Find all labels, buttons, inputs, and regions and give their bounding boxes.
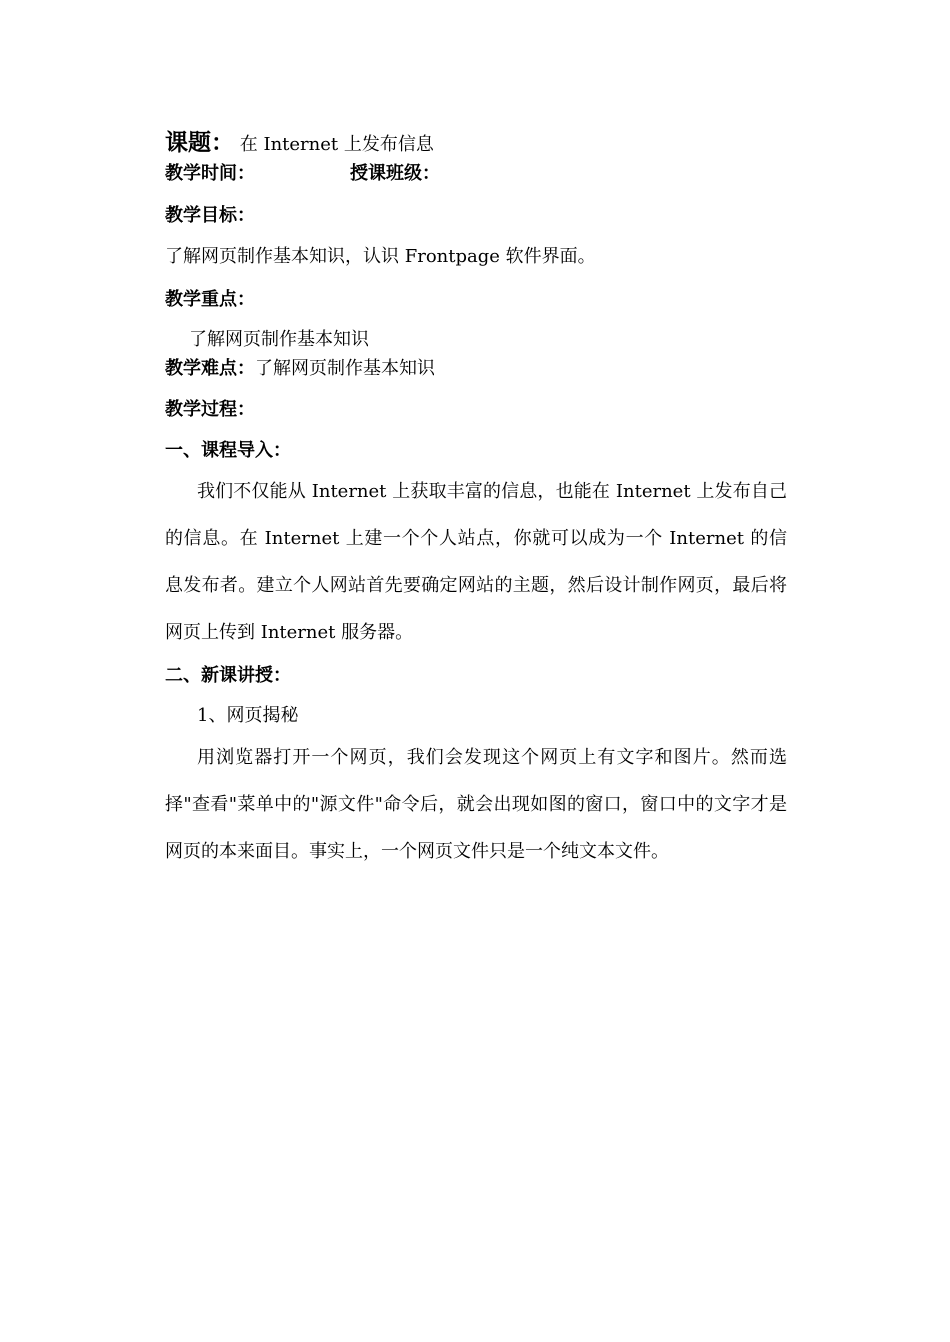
objectives-text: 了解网页制作基本知识，认识 Frontpage 软件界面。 (165, 246, 596, 267)
difficulties-line (165, 357, 790, 381)
class-label: 授课班级： (350, 163, 440, 184)
time-class-line (165, 162, 790, 186)
teaching-time-label: 教学时间： (165, 163, 255, 184)
lesson-title-label: 课题： (165, 129, 234, 156)
key-points-label: 教学重点： (165, 289, 255, 310)
difficulties-text: 了解网页制作基本知识 (255, 358, 435, 379)
difficulties-label: 教学难点： (165, 358, 255, 379)
key-points-text: 了解网页制作基本知识 (189, 329, 369, 350)
section2-heading: 二、新课讲授： (165, 665, 291, 686)
section1-heading: 一、课程导入： (165, 440, 291, 461)
section1-paragraph: 我们不仅能从 Internet 上获取丰富的信息，也能在 Internet 上发布自己的信息。在 Internet 上建一个个人站点，你就可以成为一个 Internet 的信息发布者。建立个人网站首先要确定网站的主题，然后设计制作网页，最后将网页上传到 Internet 服务器。 (165, 481, 787, 643)
section2-subheading: 1、网页揭秘 (197, 705, 299, 726)
lesson-title-value: 在 Internet 上发布信息 (239, 134, 434, 155)
process-label: 教学过程： (165, 399, 255, 420)
objectives-label: 教学目标： (165, 205, 255, 226)
lesson-title-line (165, 131, 790, 157)
section2-paragraph: 用浏览器打开一个网页，我们会发现这个网页上有文字和图片。然而选择"查看"菜单中的"源文件"命令后，就会出现如图的窗口，窗口中的文字才是网页的本来面目。事实上，一个网页文件只是一个纯文本文件。 (165, 747, 787, 862)
